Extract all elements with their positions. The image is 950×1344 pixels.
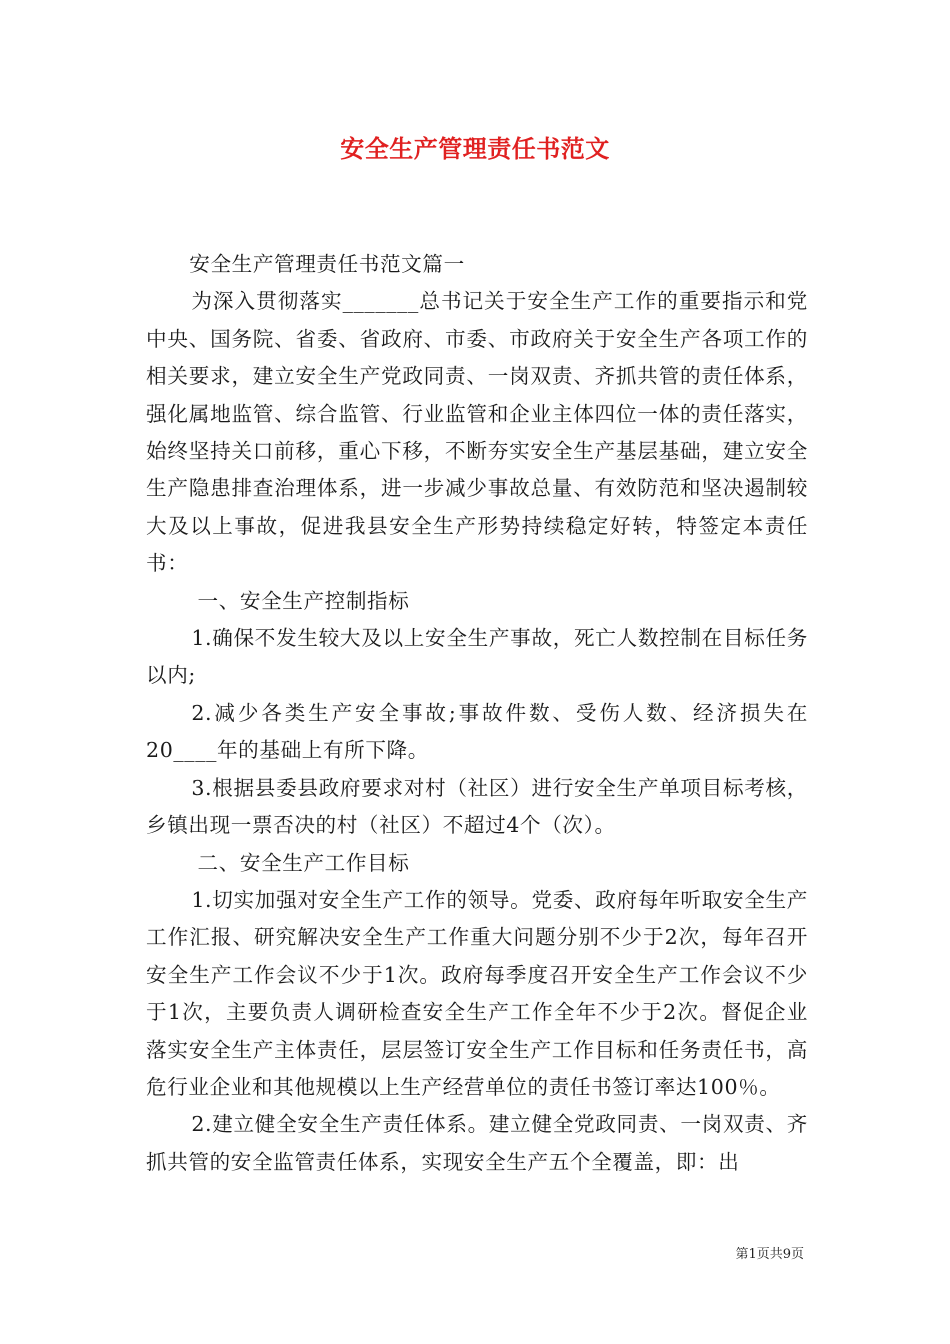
document-body (146, 246, 808, 1181)
intro-paragraph: 为深入贯彻落实_______总书记关于安全生产工作的重要指示和党中央、国务院、省委、省政府、市委、市政府关于安全生产各项工作的相关要求，建立安全生产党政同责、一岗双责、齐抓共管的责任体系，强化属地监管、综合监管、行业监管和企业主体四位一体的责任落实，始终坚持关口前移，重心下移，不断夯实安全生产基层基础，建立安全生产隐患排查治理体系，进一步减少事故总量、有效防范和坚决遏制较大及以上事故，促进我县安全生产形势持续稳定好转，特签定本责任书： (146, 289, 808, 576)
document-title: 安全生产管理责任书范文 (340, 134, 610, 163)
section-heading-work-goals: 二、安全生产工作目标 (197, 850, 410, 875)
paragraph-goal-1: 1.切实加强对安全生产工作的领导。党委、政府每年听取安全生产工作汇报、研究解决安全生产工作重大问题分别不少于2次，每年召开安全生产工作会议不少于1次。政府每季度召开安全生产工作会议不少于1次，主要负责人调研检查安全生产工作全年不少于2次。督促企业落实安全生产主体责任，层层签订安全生产工作目标和任务责任书，高危行业企业和其他规模以上生产经营单位的责任书签订率达100％。 (146, 887, 808, 1099)
paragraph-indicator-3: 3.根据县委县政府要求对村（社区）进行安全生产单项目标考核，乡镇出现一票否决的村（社区）不超过4个（次）。 (146, 775, 808, 838)
section-heading-control-indicators: 一、安全生产控制指标 (197, 588, 410, 613)
paragraph-indicator-1: 1.确保不发生较大及以上安全生产事故，死亡人数控制在目标任务以内; (146, 626, 808, 688)
page-number: 第1页共9页 (735, 1247, 804, 1262)
paragraph-goal-2: 2.建立健全安全生产责任体系。建立健全党政同责、一岗双责、齐抓共管的安全监管责任体系，实现安全生产五个全覆盖，即：出 (146, 1112, 808, 1174)
paragraph-indicator-2: 2.减少各类生产安全事故;事故件数、受伤人数、经济损失在20____年的基础上有所下降。 (146, 700, 808, 763)
section-subtitle: 安全生产管理责任书范文篇一 (189, 252, 465, 276)
